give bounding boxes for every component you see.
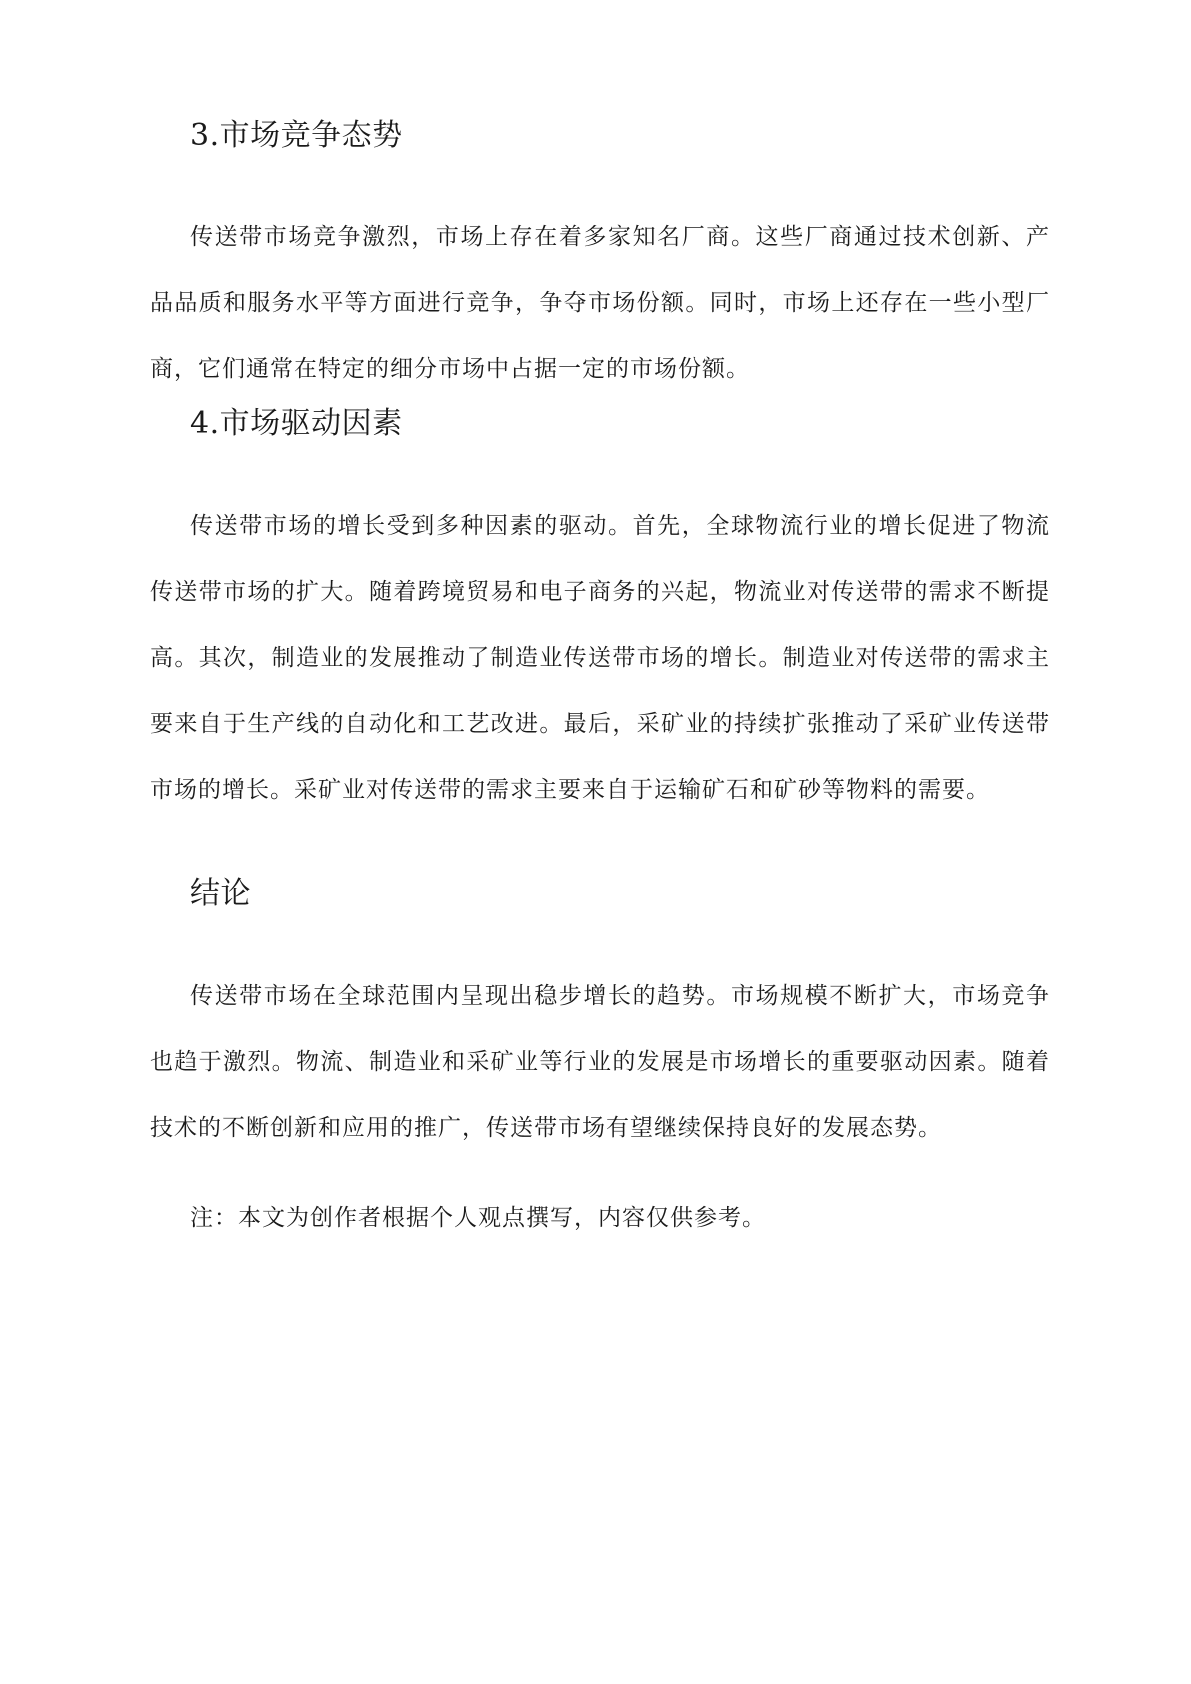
paragraph-drivers: 传送带市场的增长受到多种因素的驱动。首先，全球物流行业的增长促进了物流传送带市场的扩大。随着跨境贸易和电子商务的兴起，物流业对传送带的需求不断提高。其次，制造业的发展推动了制造业传送带市场的增长。制造业对传送带的需求主要来自于生产线的自动化和工艺改进。最后，采矿业的持续扩张推动了采矿业传送带市场的增长。采矿业对传送带的需求主要来自于运输矿石和矿砂等物料的需要。 xyxy=(150,513,1050,803)
paragraph-competition: 传送带市场竞争激烈，市场上存在着多家知名厂商。这些厂商通过技术创新、产品品质和服务水平等方面进行竞争，争夺市场份额。同时，市场上还存在一些小型厂商，它们通常在特定的细分市场中占据一定的市场份额。 xyxy=(150,224,1050,382)
paragraph-conclusion: 传送带市场在全球范围内呈现出稳步增长的趋势。市场规模不断扩大，市场竞争也趋于激烈。物流、制造业和采矿业等行业的发展是市场增长的重要驱动因素。随着技术的不断创新和应用的推广，传送带市场有望继续保持良好的发展态势。 xyxy=(150,983,1050,1141)
section-heading-drivers: 4.市场驱动因素 xyxy=(190,406,403,441)
section-heading-conclusion: 结论 xyxy=(190,876,251,911)
disclaimer-note: 注：本文为创作者根据个人观点撰写，内容仅供参考。 xyxy=(190,1205,766,1231)
section-heading-competition: 3.市场竞争态势 xyxy=(190,118,403,153)
